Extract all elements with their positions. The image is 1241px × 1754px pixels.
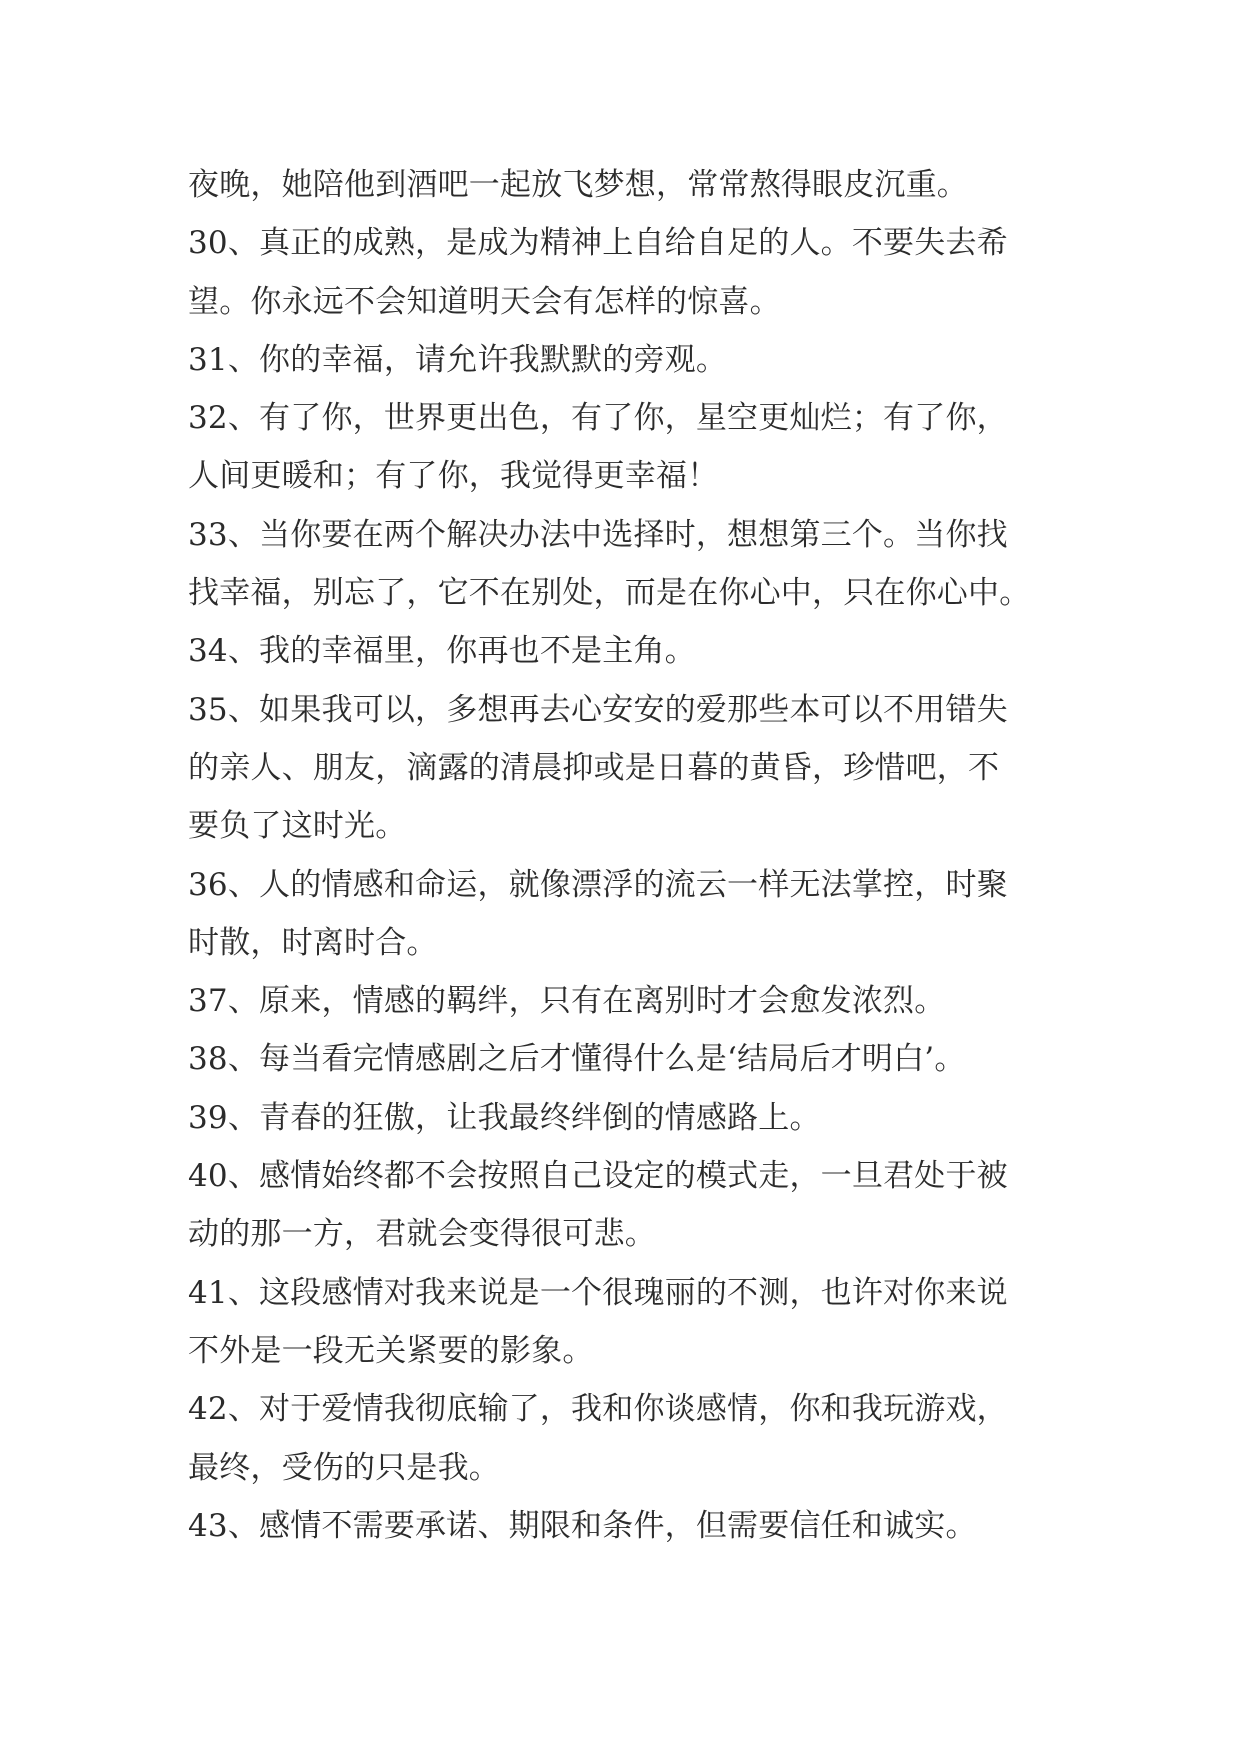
text-line: 32、有了你，世界更出色，有了你，星空更灿烂；有了你， bbox=[188, 400, 1008, 437]
text-line: 时散，时离时合。 bbox=[188, 924, 438, 961]
text-line: 夜晚，她陪他到酒吧一起放飞梦想，常常熬得眼皮沉重。 bbox=[188, 167, 968, 203]
text-line: 43、感情不需要承诺、期限和条件，但需要信任和诚实。 bbox=[188, 1507, 977, 1544]
text-line: 望。你永远不会知道明天会有怎样的惊喜。 bbox=[188, 283, 781, 320]
text-line: 33、当你要在两个解决办法中选择时，想想第三个。当你找 bbox=[188, 516, 1008, 553]
text-line: 找幸福，别忘了，它不在别处，而是在你心中，只在你心中。 bbox=[188, 575, 1031, 612]
text-line: 最终，受伤的只是我。 bbox=[188, 1449, 500, 1486]
text-line: 30、真正的成熟，是成为精神上自给自足的人。不要失去希 bbox=[188, 225, 1008, 262]
text-line: 不外是一段无关紧要的影象。 bbox=[188, 1332, 594, 1369]
text-line: 40、感情始终都不会按照自己设定的模式走，一旦君处于被 bbox=[188, 1158, 1008, 1195]
text-line: 要负了这时光。 bbox=[188, 808, 407, 845]
text-line: 35、如果我可以，多想再去心安安的爱那些本可以不用错失 bbox=[188, 691, 1008, 728]
text-line: 41、这段感情对我来说是一个很瑰丽的不测，也许对你来说 bbox=[188, 1274, 1008, 1311]
text-line: 39、青春的狂傲，让我最终绊倒的情感路上。 bbox=[188, 1099, 821, 1136]
document-body bbox=[188, 156, 1088, 1555]
text-line: 38、每当看完情感剧之后才懂得什么是‘结局后才明白’。 bbox=[188, 1041, 966, 1078]
text-line: 42、对于爱情我彻底输了，我和你谈感情，你和我玩游戏， bbox=[188, 1391, 1008, 1428]
text-line: 37、原来，情感的羁绊，只有在离别时才会愈发浓烈。 bbox=[188, 983, 946, 1020]
text-line: 31、你的幸福，请允许我默默的旁观。 bbox=[188, 341, 728, 378]
text-line: 动的那一方，君就会变得很可悲。 bbox=[188, 1216, 656, 1253]
text-line: 34、我的幸福里，你再也不是主角。 bbox=[188, 633, 696, 670]
text-line: 人间更暖和；有了你，我觉得更幸福！ bbox=[188, 458, 719, 495]
text-line: 的亲人、朋友，滴露的清晨抑或是日暮的黄昏，珍惜吧，不 bbox=[188, 749, 1000, 786]
text-line: 36、人的情感和命运，就像漂浮的流云一样无法掌控，时聚 bbox=[188, 866, 1008, 903]
